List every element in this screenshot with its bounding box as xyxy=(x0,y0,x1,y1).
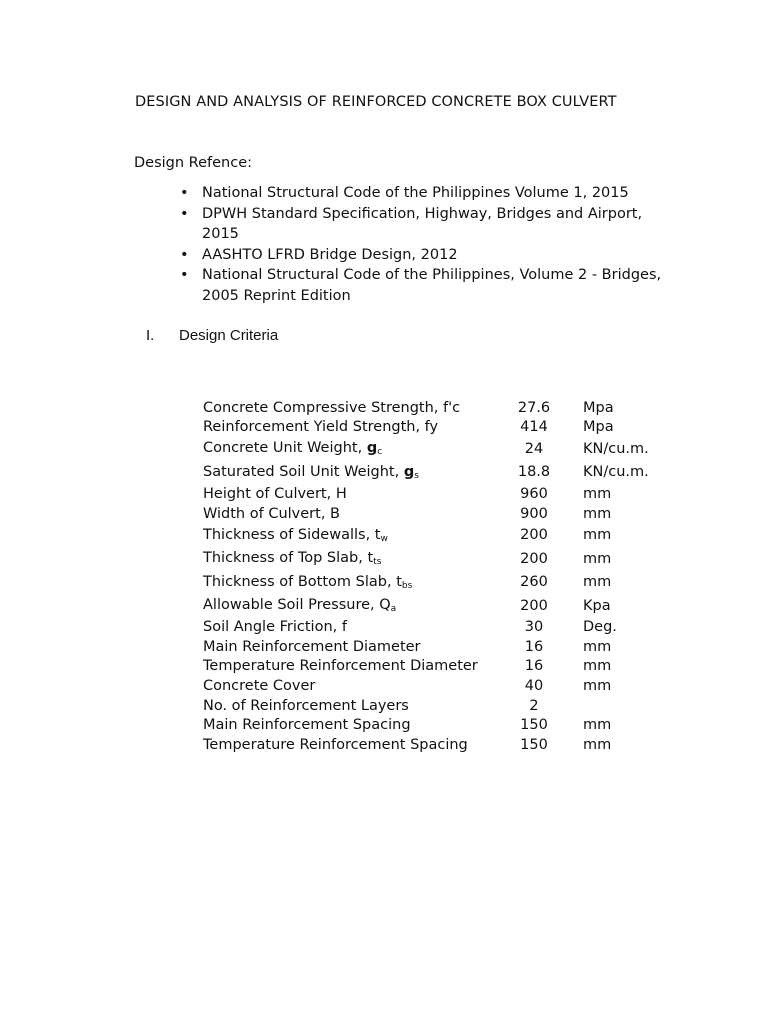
bullet-icon: • xyxy=(180,246,189,263)
criteria-label: Main Reinforcement Spacing xyxy=(203,717,411,734)
section-title: Design Criteria xyxy=(179,327,279,344)
bullet-icon: • xyxy=(180,185,189,201)
criteria-row xyxy=(203,547,683,571)
criteria-label: Soil Angle Friction, f xyxy=(203,619,347,636)
criteria-unit: mm xyxy=(583,550,612,567)
criteria-row xyxy=(203,398,683,418)
criteria-unit: mm xyxy=(583,527,612,544)
criteria-row xyxy=(203,735,683,755)
symbol-gamma: g xyxy=(366,440,378,457)
design-reference-label: Design Refence: xyxy=(134,155,253,171)
criteria-row xyxy=(203,594,683,618)
criteria-value: 27.6 xyxy=(517,399,551,416)
criteria-value: 200 xyxy=(520,597,548,614)
criteria-value: 16 xyxy=(524,658,544,675)
section-heading xyxy=(146,327,278,344)
criteria-label: Temperature Reinforcement Diameter xyxy=(203,658,478,675)
criteria-unit: mm xyxy=(583,505,612,522)
criteria-unit: KN/cu.m. xyxy=(583,464,649,481)
reference-text: DPWH Standard Specification, Highway, Bridges and Airport, 2015 xyxy=(202,205,643,242)
criteria-label: Concrete Cover xyxy=(203,677,316,694)
criteria-label: Allowable Soil Pressure, $Q_a$ xyxy=(203,597,397,615)
criteria-value: 30 xyxy=(524,619,544,636)
criteria-row xyxy=(203,657,683,677)
criteria-label: Main Reinforcement Diameter xyxy=(203,638,421,655)
criteria-row xyxy=(203,696,683,716)
criteria-label: Thickness of Sidewalls, $t_w$ xyxy=(203,526,388,544)
reference-text: AASHTO LFRD Bridge Design, 2012 xyxy=(202,246,458,263)
subscript: s xyxy=(414,470,419,481)
criteria-label: Reinforcement Yield Strength, fy xyxy=(203,419,439,436)
criteria-value: 960 xyxy=(520,485,548,502)
reference-item xyxy=(180,183,682,204)
criteria-row xyxy=(203,484,683,504)
criteria-label: Temperature Reinforcement Spacing xyxy=(203,736,468,753)
criteria-unit: mm xyxy=(583,638,612,655)
criteria-row xyxy=(203,418,683,438)
criteria-label: Thickness of Bottom Slab, $t_{bs}$ xyxy=(203,573,413,591)
criteria-unit: mm xyxy=(583,677,612,694)
reference-list xyxy=(180,183,682,306)
criteria-unit: Deg. xyxy=(583,619,617,636)
criteria-value: 2 xyxy=(529,697,539,714)
subscript: w xyxy=(380,533,388,544)
criteria-value: 40 xyxy=(524,677,544,694)
criteria-row xyxy=(203,676,683,696)
reference-text: National Structural Code of the Philippines Volume 1, 2015 xyxy=(202,185,629,201)
subscript: a xyxy=(390,604,397,615)
criteria-unit: mm xyxy=(583,717,612,734)
criteria-label: Width of Culvert, B xyxy=(203,505,340,522)
criteria-value: 200 xyxy=(520,527,548,544)
criteria-unit: KN/cu.m. xyxy=(583,440,649,457)
criteria-unit: Kpa xyxy=(583,597,611,614)
criteria-row xyxy=(203,617,683,637)
criteria-value: 24 xyxy=(524,440,544,457)
criteria-label: Concrete Compressive Strength, f'c xyxy=(203,399,461,416)
bullet-icon: • xyxy=(180,205,189,222)
criteria-row xyxy=(203,504,683,524)
criteria-row xyxy=(203,715,683,735)
criteria-row xyxy=(203,437,683,461)
criteria-row xyxy=(203,461,683,485)
criteria-value: 900 xyxy=(520,505,548,522)
reference-text: National Structural Code of the Philippines, Volume 2 - Bridges, 2005 Reprint Edition xyxy=(202,267,662,304)
criteria-label: Height of Culvert, H xyxy=(203,485,347,502)
criteria-unit: Mpa xyxy=(583,419,614,436)
reference-item xyxy=(180,265,682,306)
criteria-unit: mm xyxy=(583,574,612,591)
criteria-label: Thickness of Top Slab, $t_{ts}$ xyxy=(203,550,382,568)
criteria-value: 150 xyxy=(520,717,548,734)
criteria-value: 150 xyxy=(520,736,548,753)
criteria-row xyxy=(203,570,683,594)
criteria-value: 18.8 xyxy=(517,464,551,481)
criteria-value: 200 xyxy=(520,550,548,567)
design-criteria-table xyxy=(203,398,683,755)
document-title: DESIGN AND ANALYSIS OF REINFORCED CONCRETE BOX CULVERT xyxy=(135,94,617,110)
criteria-unit: mm xyxy=(583,658,612,675)
subscript: c xyxy=(377,447,383,458)
criteria-value: 414 xyxy=(520,419,548,436)
criteria-label: Concrete Unit Weight, $g_c$ xyxy=(203,440,383,458)
criteria-label: Saturated Soil Unit Weight, $g_s$ xyxy=(203,463,419,481)
section-number: I. xyxy=(146,327,155,344)
reference-item xyxy=(180,245,682,266)
criteria-row xyxy=(203,637,683,657)
criteria-unit xyxy=(575,696,683,716)
criteria-row xyxy=(203,523,683,547)
criteria-value: 16 xyxy=(524,638,544,655)
criteria-unit: mm xyxy=(583,485,612,502)
reference-item xyxy=(180,204,682,245)
criteria-value: 260 xyxy=(520,574,548,591)
criteria-unit: mm xyxy=(583,736,612,753)
symbol-gamma: g xyxy=(403,463,415,480)
criteria-label: No. of Reinforcement Layers xyxy=(203,697,409,714)
criteria-unit: Mpa xyxy=(583,399,614,416)
subscript: bs xyxy=(401,580,413,591)
bullet-icon: • xyxy=(180,267,189,283)
subscript: ts xyxy=(373,557,382,568)
